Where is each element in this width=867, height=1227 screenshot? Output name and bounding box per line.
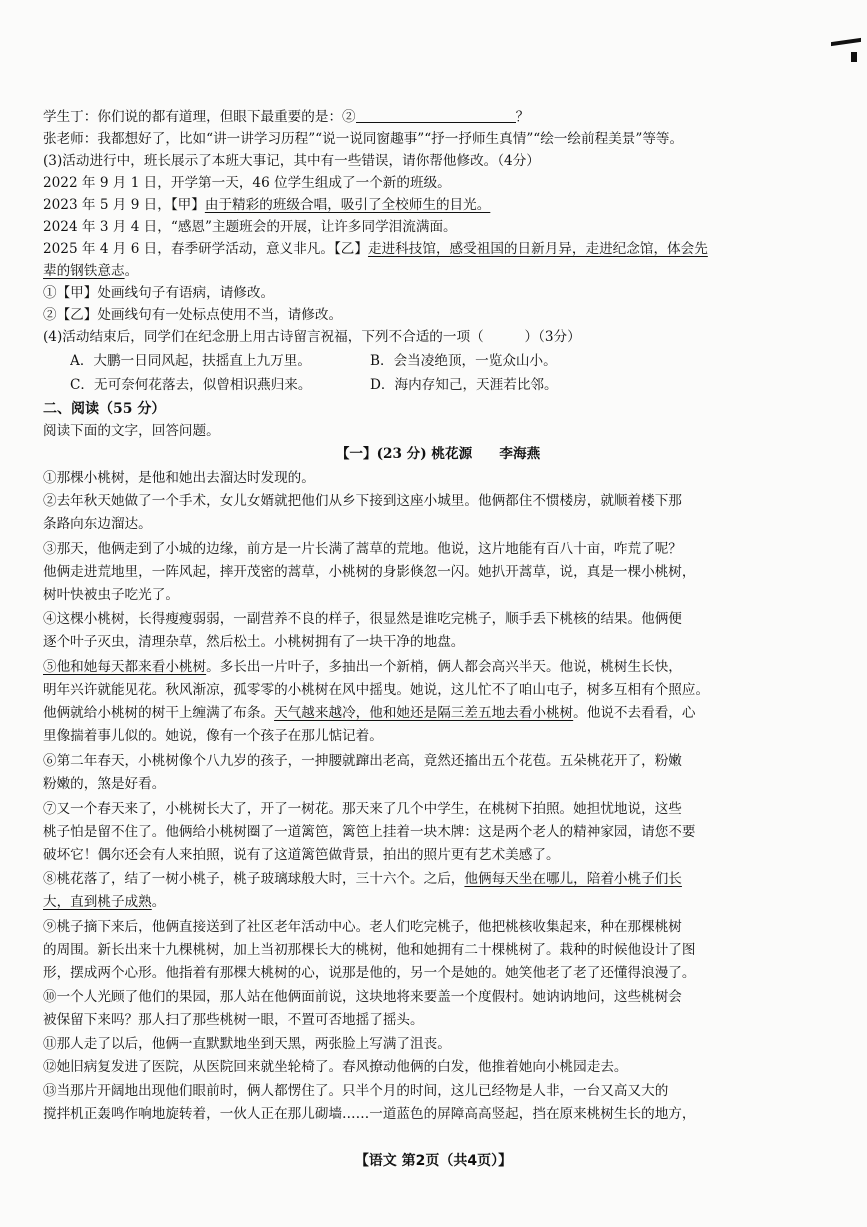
option-a[interactable]: A．大鹏一日同风起，扶摇直上九万里。 bbox=[70, 353, 311, 369]
paragraph-5-line-4: 里像揣着事儿似的。她说，像有一个孩子在那儿惦记着。 bbox=[43, 728, 383, 744]
paragraph-8-line-2 bbox=[43, 891, 833, 913]
section-2-title: 二、阅读（55 分） bbox=[43, 401, 166, 417]
event-2024: 2024 年 3 月 4 日，“感恩”主题班会的开展，让许多同学泪流满面。 bbox=[43, 219, 457, 235]
underlined-sentence-jia: 由于精彩的班级合唱，吸引了全校师生的目光。 bbox=[204, 197, 491, 213]
paragraph-3-line-2: 他俩走进荒地里，一阵风起，摔开茂密的蒿草，小桃树的身影倏忽一闪。她扒开蒿草，说，真是一棵小桃树， bbox=[43, 564, 696, 580]
page-footer: 【语文 第2页（共4页）】 bbox=[354, 1153, 513, 1169]
options-row-1 bbox=[70, 350, 860, 372]
option-b[interactable]: B．会当凌绝顶，一览众山小。 bbox=[370, 353, 557, 369]
paragraph-7-line-3: 破坏它！偶尔还会有人来拍照，说有了这道篱笆做背景，拍出的照片更有艺术美感了。 bbox=[43, 847, 560, 863]
text: ？ bbox=[515, 109, 530, 125]
paragraph-2-line-2: 条路向东边溜达。 bbox=[43, 516, 152, 532]
paragraph-11: ⑪那人走了以后，他俩一直默默地坐到天黑，两张脸上写满了沮丧。 bbox=[43, 1036, 451, 1052]
subquestion-1: ①【甲】处画线句子有语病，请修改。 bbox=[43, 285, 275, 301]
text: 。 bbox=[151, 894, 166, 910]
event-2025 bbox=[43, 238, 833, 260]
reading-instruction: 阅读下面的文字，回答问题。 bbox=[43, 423, 220, 439]
event-2022: 2022 年 9 月 1 日，开学第一天，46 位学生组成了一个新的班级。 bbox=[43, 175, 451, 191]
options-row-2 bbox=[70, 374, 860, 396]
dialogue-line-student-ding bbox=[43, 106, 833, 128]
answer-blank[interactable] bbox=[356, 108, 516, 123]
underlined-sentence: 大，直到桃子成熟 bbox=[43, 894, 152, 910]
paragraph-12: ⑫她旧病复发进了医院，从医院回来就坐轮椅了。春风撩动他俩的白发，他推着她向小桃园走去。 bbox=[43, 1059, 628, 1075]
text: 学生丁：你们说的都有道理，但眼下最重要的是：② bbox=[43, 109, 356, 125]
text: 2023 年 5 月 9 日，【甲】 bbox=[43, 197, 205, 213]
paragraph-8-line-1 bbox=[43, 868, 833, 890]
paragraph-2-line-1: ②去年秋天她做了一个手术，女儿女婿就把他们从乡下接到这座小城里。他俩都住不惯楼房，就顺着楼下那 bbox=[43, 493, 682, 509]
underlined-sentence: 他俩每天坐在哪儿，陪着小桃子们长 bbox=[464, 871, 682, 887]
underlined-sentence: ⑤他和她每天都来看小桃树 bbox=[43, 659, 207, 675]
option-c[interactable]: C．无可奈何花落去，似曾相识燕归来。 bbox=[70, 377, 312, 393]
text: 。他说不去看看，心 bbox=[573, 705, 696, 721]
subquestion-2: ②【乙】处画线句有一处标点使用不当，请修改。 bbox=[43, 307, 343, 323]
paragraph-4-line-1: ④这棵小桃树，长得瘦瘦弱弱，一副营养不良的样子，很显然是谁吃完桃子，顺手丢下桃核的结果。他俩便 bbox=[43, 611, 682, 627]
paragraph-9-line-1: ⑨桃子摘下来后，他俩直接送到了社区老年活动中心。老人们吃完桃子，他把桃核收集起来，种在那棵桃树 bbox=[43, 919, 682, 935]
underlined-sentence-yi-cont: 辈的钢铁意志 bbox=[43, 263, 125, 279]
paragraph-6-line-2: 粉嫩的，煞是好看。 bbox=[43, 776, 166, 792]
paragraph-10-line-1: ⑩一个人光顾了他们的果园，那人站在他俩面前说，这块地将来要盖一个度假村。她讷讷地问，这些桃树会 bbox=[43, 989, 682, 1005]
paragraph-4-line-2: 逐个叶子灭虫，清理杂草，然后松土。小桃树拥有了一块干净的地盘。 bbox=[43, 634, 465, 650]
text: 。多长出一片叶子，多抽出一个新梢，俩人都会高兴半天。他说，桃树生长快， bbox=[206, 659, 682, 675]
paragraph-9-line-3: 形，摆成两个心形。他指着有那棵大桃树的心，说那是他的，另一个是她的。她笑他老了老了还懂得浪漫了。 bbox=[43, 965, 696, 981]
paragraph-6-line-1: ⑥第二年春天，小桃树像个八九岁的孩子，一抻腰就蹿出老高，竟然还搐出五个花苞。五朵桃花开了，粉嫩 bbox=[43, 753, 682, 769]
paragraph-5-line-2: 明年兴许就能见花。秋风渐凉，孤零零的小桃树在风中摇曳。她说，这儿忙不了咱山屯子，树多互相有个照应。 bbox=[43, 682, 710, 698]
paragraph-13-line-2: 搅拌机正轰鸣作响地旋转着，一伙人正在那儿砌墙……一道蓝色的屏障高高竖起，挡在原来桃树生长的地方， bbox=[43, 1106, 696, 1122]
passage-title: 【一】(23 分) 桃花源 李海燕 bbox=[335, 446, 541, 462]
paragraph-7-line-2: 桃子怕是留不住了。他俩给小桃树圈了一道篱笆，篱笆上挂着一块木牌：这是两个老人的精神家园，请您不要 bbox=[43, 824, 696, 840]
paragraph-1: ①那棵小桃树，是他和她出去溜达时发现的。 bbox=[43, 470, 315, 486]
paragraph-9-line-2: 的周围。新长出来十九棵桃树，加上当初那棵长大的桃树，他和她拥有二十棵桃树了。栽种的时候他设计了图 bbox=[43, 942, 696, 958]
paragraph-5-line-1 bbox=[43, 656, 833, 678]
text: 2025 年 4 月 6 日，春季研学活动，意义非凡。【乙】 bbox=[43, 241, 368, 257]
text: ⑧桃花落了，结了一树小桃子，桃子玻璃球般大时，三十六个。之后， bbox=[43, 871, 465, 887]
paragraph-13-line-1: ⑬当那片开阔地出现他们眼前时，俩人都愣住了。只半个月的时间，这儿已经物是人非，一台又高又大的 bbox=[43, 1083, 669, 1099]
paragraph-10-line-2: 被保留下来吗？那人扫了那些桃树一眼，不置可否地摇了摇头。 bbox=[43, 1012, 424, 1028]
scan-mark-dot bbox=[851, 52, 857, 62]
paragraph-7-line-1: ⑦又一个春天来了，小桃树长大了，开了一树花。那天来了几个中学生，在桃树下拍照。她担忧地说，这些 bbox=[43, 801, 682, 817]
underlined-sentence: 天气越来越冷，他和她还是隔三差五地去看小桃树 bbox=[274, 705, 574, 721]
option-d[interactable]: D．海内存知己，天涯若比邻。 bbox=[370, 377, 558, 393]
dialogue-line-teacher: 张老师：我都想好了，比如“讲一讲学习历程”“说一说同窗趣事”“抒一抒师生真情”“绘一绘前程美景”等等。 bbox=[43, 131, 684, 147]
event-2023 bbox=[43, 194, 833, 216]
underlined-sentence-yi: 走进科技馆，感受祖国的日新月异，走进纪念馆，体会先 bbox=[367, 241, 708, 257]
text: 他俩就给小桃树的树干上缠满了布条。 bbox=[43, 705, 275, 721]
question-3: (3)活动进行中，班长展示了本班大事记，其中有一些错误，请你帮他修改。（4分） bbox=[43, 153, 540, 169]
event-2025-cont bbox=[43, 260, 833, 282]
paragraph-3-line-1: ③那天，他俩走到了小城的边缘，前方是一片长满了蒿草的荒地。他说，这片地能有百八十亩，咋荒了呢？ bbox=[43, 541, 682, 557]
question-4: (4)活动结束后，同学们在纪念册上用古诗留言祝福，下列不合适的一项（ ）（3分） bbox=[43, 329, 581, 345]
paragraph-3-line-3: 树叶快被虫子吃光了。 bbox=[43, 587, 179, 603]
text: 。 bbox=[124, 263, 139, 279]
paragraph-5-line-3 bbox=[43, 702, 833, 724]
